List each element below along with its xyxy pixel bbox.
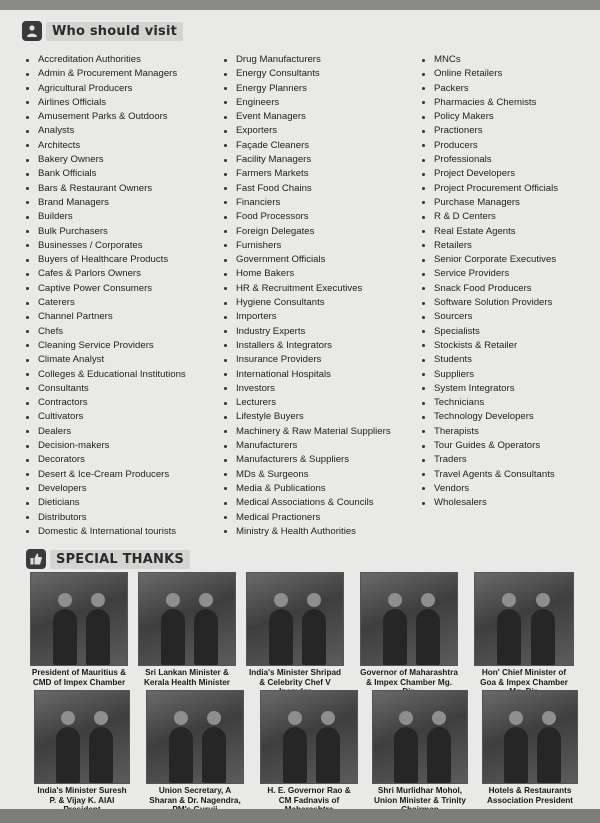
dignitary-photo <box>482 690 578 784</box>
person-head <box>432 711 446 725</box>
visitor-list-item: Energy Planners <box>222 82 391 96</box>
special-thanks-photo-card <box>30 572 128 687</box>
visitor-list-column-3 <box>420 53 558 511</box>
visitor-list-item: Channel Partners <box>24 310 186 324</box>
visitor-list-item: Developers <box>24 482 186 496</box>
special-thanks-photo-card <box>260 690 358 815</box>
person-silhouette <box>161 609 185 665</box>
person-head <box>174 711 188 725</box>
visitor-list-item: Project Developers <box>420 167 558 181</box>
person-icon <box>22 21 42 41</box>
visitor-list-item: Purchase Managers <box>420 196 558 210</box>
person-head <box>61 711 75 725</box>
visitor-list-item: Stockists & Retailer <box>420 339 558 353</box>
visitor-list-column-2 <box>222 53 391 539</box>
visitor-list-item: Insurance Providers <box>222 353 391 367</box>
special-thanks-photo-card <box>372 690 468 815</box>
special-thanks-photo-card <box>146 690 244 815</box>
visitor-list-item: Policy Makers <box>420 110 558 124</box>
special-thanks-photo-card <box>360 572 458 697</box>
photo-caption: Sri Lankan Minister & Kerala Health Minister <box>144 668 230 687</box>
person-silhouette <box>531 609 555 665</box>
person-silhouette <box>316 727 340 783</box>
visitor-list-item: Software Solution Providers <box>420 296 558 310</box>
person-head <box>288 711 302 725</box>
visitor-list-item: Decision-makers <box>24 439 186 453</box>
visitor-list-item: Dieticians <box>24 496 186 510</box>
visitor-list-item: Hygiene Consultants <box>222 296 391 310</box>
visitor-list-item: Brand Managers <box>24 196 186 210</box>
visitor-list-item: Real Estate Agents <box>420 225 558 239</box>
visitor-list-item: Therapists <box>420 425 558 439</box>
dignitary-photo <box>34 690 130 784</box>
visitor-list-item: Medical Associations & Councils <box>222 496 391 510</box>
visitor-list-item: Admin & Procurement Managers <box>24 67 186 81</box>
visitor-list-item: Builders <box>24 210 186 224</box>
visitor-list-item: Distributors <box>24 511 186 525</box>
visitor-list-column-1 <box>24 53 186 539</box>
person-head <box>58 593 72 607</box>
visitor-list-item: Engineers <box>222 96 391 110</box>
person-silhouette <box>283 727 307 783</box>
visitor-list-item: Professionals <box>420 153 558 167</box>
dignitary-photo <box>260 690 358 784</box>
visitor-list-item: Industry Experts <box>222 325 391 339</box>
person-head <box>166 593 180 607</box>
person-silhouette <box>416 609 440 665</box>
visitor-list-item: Ministry & Health Authorities <box>222 525 391 539</box>
visitor-list-item: Façade Cleaners <box>222 139 391 153</box>
visitor-list-item: Students <box>420 353 558 367</box>
person-head <box>388 593 402 607</box>
visitor-list-item: Facility Managers <box>222 153 391 167</box>
visitor-list-item: Foreign Delegates <box>222 225 391 239</box>
visitor-list-item: Caterers <box>24 296 186 310</box>
visitor-list-item: Furnishers <box>222 239 391 253</box>
section-title: SPECIAL THANKS <box>50 550 190 569</box>
visitor-list-item: MDs & Surgeons <box>222 468 391 482</box>
visitor-list-item: Consultants <box>24 382 186 396</box>
person-silhouette <box>202 727 226 783</box>
visitor-list-item: Exporters <box>222 124 391 138</box>
photo-caption: Shri Murlidhar Mohol, Union Minister & Trinity <box>374 786 466 805</box>
visitor-list-item: MNCs <box>420 53 558 67</box>
visitor-list-item: Project Procurement Officials <box>420 182 558 196</box>
person-head <box>399 711 413 725</box>
visitor-list-item: Captive Power Consumers <box>24 282 186 296</box>
special-thanks-photo-card <box>474 572 574 697</box>
visitor-list-item: Service Providers <box>420 267 558 281</box>
visitor-list-item: Event Managers <box>222 110 391 124</box>
dignitary-photo <box>474 572 574 666</box>
photo-caption: Hon' Chief Minister of Goa & Impex Chamber <box>480 668 568 687</box>
top-scan-band <box>0 0 600 10</box>
visitor-list-item: Drug Manufacturers <box>222 53 391 67</box>
visitor-list-item: Importers <box>222 310 391 324</box>
visitor-list-item: R & D Centers <box>420 210 558 224</box>
visitor-list-item: Producers <box>420 139 558 153</box>
photo-caption: Governor of Maharashtra & Impex Chamber Mg. <box>360 668 458 687</box>
visitor-list-item: Cleaning Service Providers <box>24 339 186 353</box>
visitor-list-item: Packers <box>420 82 558 96</box>
visitor-list-item: Installers & Integrators <box>222 339 391 353</box>
visitor-list-item: Pharmacies & Chemists <box>420 96 558 110</box>
visitor-list-item: Online Retailers <box>420 67 558 81</box>
visitor-list-item: Amusement Parks & Outdoors <box>24 110 186 124</box>
dignitary-photo <box>372 690 468 784</box>
visitor-list-item: Decorators <box>24 453 186 467</box>
person-silhouette <box>194 609 218 665</box>
special-thanks-photo-card <box>482 690 578 805</box>
visitor-list-item: Climate Analyst <box>24 353 186 367</box>
photo-caption: Union Secretary, A Sharan & Dr. Nagendra, <box>149 786 241 805</box>
visitor-list-item: Investors <box>222 382 391 396</box>
visitor-list-item: Travel Agents & Consultants <box>420 468 558 482</box>
visitor-list-item: Snack Food Producers <box>420 282 558 296</box>
special-thanks-photo-card <box>138 572 236 687</box>
visitor-list-item: Home Bakers <box>222 267 391 281</box>
visitor-list-item: Cafes & Parlors Owners <box>24 267 186 281</box>
person-silhouette <box>86 609 110 665</box>
visitor-list-item: Media & Publications <box>222 482 391 496</box>
visitor-list-item: Tour Guides & Operators <box>420 439 558 453</box>
visitor-list-item: Machinery & Raw Material Suppliers <box>222 425 391 439</box>
dignitary-photo <box>30 572 128 666</box>
visitor-list-item: Dealers <box>24 425 186 439</box>
photo-caption: India's Minister Suresh P. & Vijay K. AIAI <box>37 786 127 805</box>
person-head <box>94 711 108 725</box>
visitor-list-item: Lecturers <box>222 396 391 410</box>
person-head <box>207 711 221 725</box>
person-silhouette <box>89 727 113 783</box>
person-silhouette <box>169 727 193 783</box>
visitor-list-item: Fast Food Chains <box>222 182 391 196</box>
special-thanks-heading <box>26 549 190 569</box>
visitor-list-item: Accreditation Authorities <box>24 53 186 67</box>
visitor-list-item: Energy Consultants <box>222 67 391 81</box>
visitor-list-item: Practioners <box>420 124 558 138</box>
person-head <box>199 593 213 607</box>
visitor-list-item: Buyers of Healthcare Products <box>24 253 186 267</box>
person-head <box>91 593 105 607</box>
visitor-list-item: Bank Officials <box>24 167 186 181</box>
photo-caption: H. E. Governor Rao & CM Fadnavis of <box>267 786 351 805</box>
person-head <box>542 711 556 725</box>
person-head <box>536 593 550 607</box>
person-silhouette <box>427 727 451 783</box>
person-silhouette <box>383 609 407 665</box>
dignitary-photo <box>360 572 458 666</box>
visitor-list-item: Technicians <box>420 396 558 410</box>
visitor-list-item: Sourcers <box>420 310 558 324</box>
dignitary-photo <box>246 572 344 666</box>
visitor-list-item: Suppliers <box>420 368 558 382</box>
visitor-list-item: Airlines Officials <box>24 96 186 110</box>
visitor-list-item: Farmers Markets <box>222 167 391 181</box>
bottom-scan-band <box>0 809 600 823</box>
visitor-list-item: System Integrators <box>420 382 558 396</box>
visitor-list-item: HR & Recruitment Executives <box>222 282 391 296</box>
special-thanks-photo-grid <box>30 572 580 807</box>
visitor-list-item: Analysts <box>24 124 186 138</box>
visitor-list-item: Domestic & International tourists <box>24 525 186 539</box>
thumbs-up-icon <box>26 549 46 569</box>
photo-caption: India's Minister Shripad & Celebrity Chef V <box>248 668 342 687</box>
visitor-list-item: Vendors <box>420 482 558 496</box>
visitor-list-item: Bulk Purchasers <box>24 225 186 239</box>
visitor-list-item: Traders <box>420 453 558 467</box>
visitor-list-item: Manufacturers <box>222 439 391 453</box>
person-silhouette <box>269 609 293 665</box>
visitor-list-item: Manufacturers & Suppliers <box>222 453 391 467</box>
visitor-list-item: Businesses / Corporates <box>24 239 186 253</box>
person-silhouette <box>56 727 80 783</box>
visitor-list-item: Food Processors <box>222 210 391 224</box>
visitor-list-item: Specialists <box>420 325 558 339</box>
visitor-list-item: Medical Practioners <box>222 511 391 525</box>
visitor-list-item: Architects <box>24 139 186 153</box>
person-head <box>509 711 523 725</box>
visitor-list-item: Bakery Owners <box>24 153 186 167</box>
visitor-list-item: Technology Developers <box>420 410 558 424</box>
person-head <box>307 593 321 607</box>
person-head <box>274 593 288 607</box>
person-silhouette <box>394 727 418 783</box>
special-thanks-photo-card <box>246 572 344 697</box>
section-title: Who should visit <box>46 22 183 41</box>
visitor-list-item: Bars & Restaurant Owners <box>24 182 186 196</box>
visitor-list-item: Financiers <box>222 196 391 210</box>
visitor-list-item: Chefs <box>24 325 186 339</box>
visitor-list-item: Wholesalers <box>420 496 558 510</box>
who-should-visit-heading <box>22 21 183 41</box>
person-head <box>421 593 435 607</box>
visitor-list-item: International Hospitals <box>222 368 391 382</box>
photo-caption: President of Mauritius & CMD of Impex Chamber <box>31 668 127 687</box>
photo-caption: Hotels & Restaurants Association President <box>487 786 573 805</box>
person-silhouette <box>504 727 528 783</box>
person-head <box>502 593 516 607</box>
visitor-list-item: Retailers <box>420 239 558 253</box>
dignitary-photo <box>138 572 236 666</box>
visitor-list-item: Desert & Ice-Cream Producers <box>24 468 186 482</box>
person-silhouette <box>53 609 77 665</box>
person-silhouette <box>302 609 326 665</box>
special-thanks-photo-card <box>34 690 130 815</box>
person-silhouette <box>497 609 521 665</box>
person-head <box>321 711 335 725</box>
visitor-list-item: Contractors <box>24 396 186 410</box>
dignitary-photo <box>146 690 244 784</box>
person-silhouette <box>537 727 561 783</box>
visitor-list-item: Cultivators <box>24 410 186 424</box>
visitor-list-item: Senior Corporate Executives <box>420 253 558 267</box>
visitor-list-item: Government Officials <box>222 253 391 267</box>
visitor-list-item: Agricultural Producers <box>24 82 186 96</box>
visitor-list-item: Lifestyle Buyers <box>222 410 391 424</box>
visitor-list-item: Colleges & Educational Institutions <box>24 368 186 382</box>
